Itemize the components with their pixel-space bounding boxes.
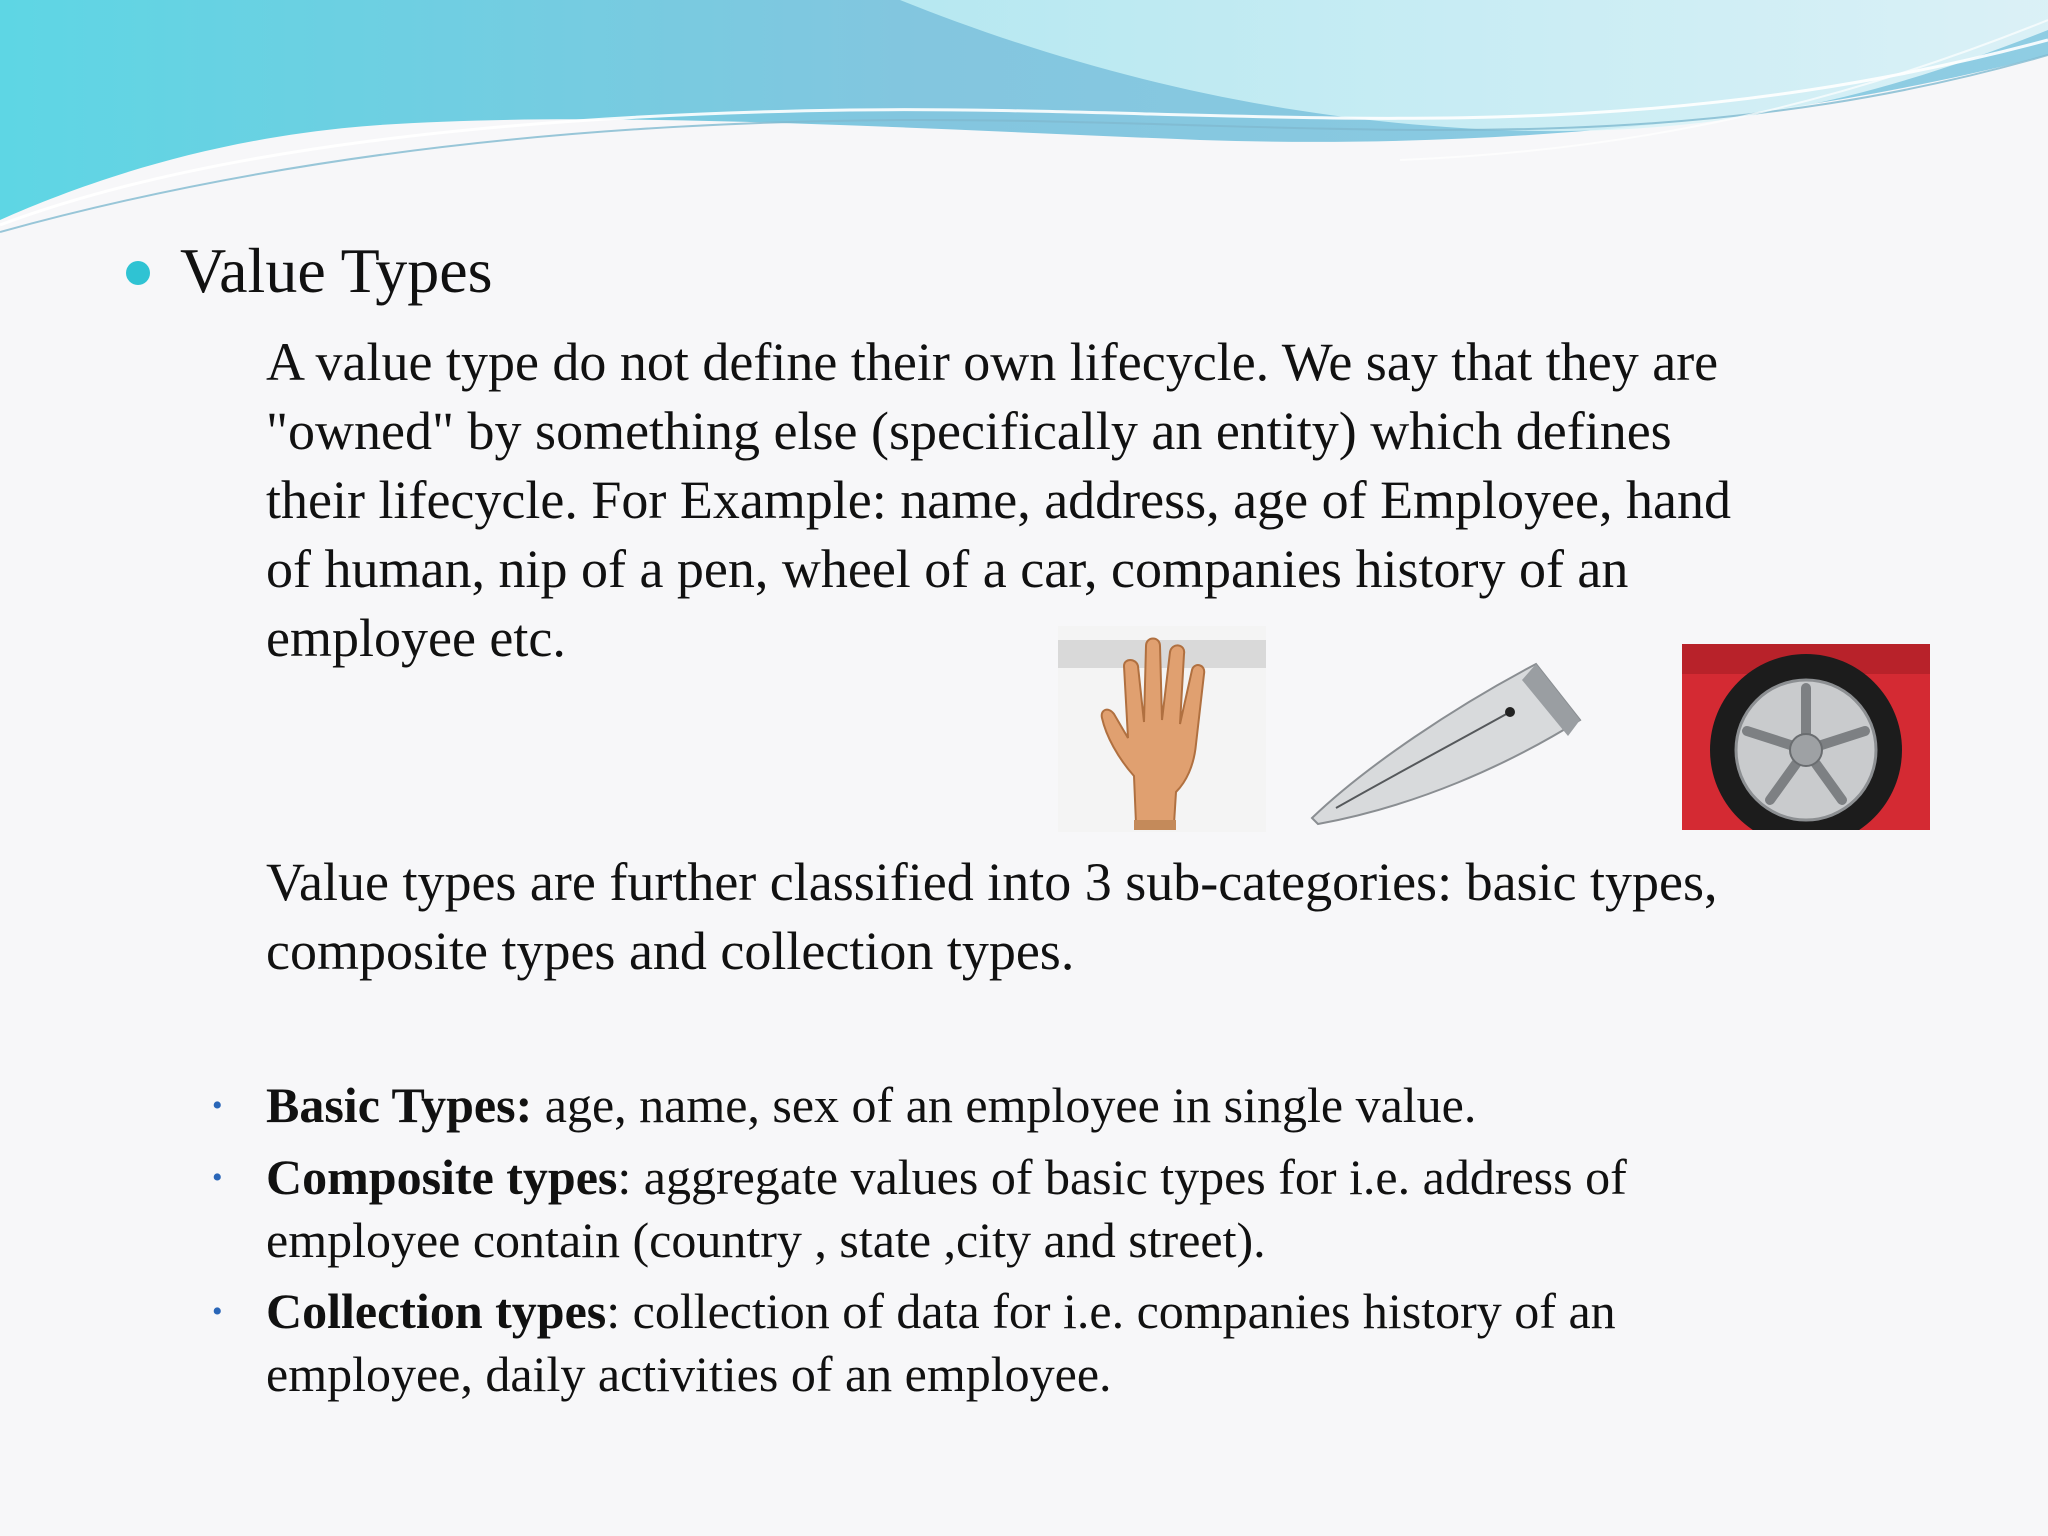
paragraph-value-type-definition: A value type do not define their own lifecycle. We say that they are "owned" by something else (specifically an entity) which defines their lifecycle. For Example: name, address, age of Employee, hand of human, nip of a pen, wheel of a car, companies history of an employee etc. bbox=[266, 332, 1731, 668]
list-item-text: age, name, sex of an employee in single value. bbox=[532, 1077, 1477, 1133]
slide-heading: Value Types bbox=[180, 235, 493, 306]
list-bullet-icon: • bbox=[212, 1089, 223, 1122]
list-item-text: : aggregate values of basic types for i.e. address of employee contain (country , state ,city and street). bbox=[266, 1149, 1627, 1268]
car-wheel-image bbox=[1682, 644, 1930, 830]
list-item-term: Collection types bbox=[266, 1283, 607, 1339]
list-item-body bbox=[266, 1146, 1627, 1272]
list-bullet-icon: • bbox=[212, 1161, 223, 1194]
list-item bbox=[200, 1074, 1960, 1138]
list-item-term: Composite types bbox=[266, 1149, 618, 1205]
hand-image bbox=[1058, 626, 1266, 832]
list-item-text: : collection of data for i.e. companies history of an employee, daily activities of an employee. bbox=[266, 1283, 1616, 1402]
paragraph-subcategories: Value types are further classified into 3 sub-categories: basic types, composite types and collection types. bbox=[266, 852, 1718, 981]
list-bullet-icon: • bbox=[212, 1295, 223, 1328]
list-item-body bbox=[266, 1074, 1476, 1137]
heading-row bbox=[126, 232, 493, 310]
heading-bullet-icon bbox=[126, 261, 150, 285]
subcategory-list bbox=[200, 1074, 1960, 1414]
list-item-body bbox=[266, 1280, 1616, 1406]
example-images bbox=[0, 626, 2048, 836]
list-item bbox=[200, 1146, 1960, 1272]
pen-nib-image bbox=[1306, 646, 1590, 826]
list-item-term: Basic Types: bbox=[266, 1077, 533, 1133]
list-item bbox=[200, 1280, 1960, 1406]
header-wave-decoration bbox=[0, 0, 2048, 240]
